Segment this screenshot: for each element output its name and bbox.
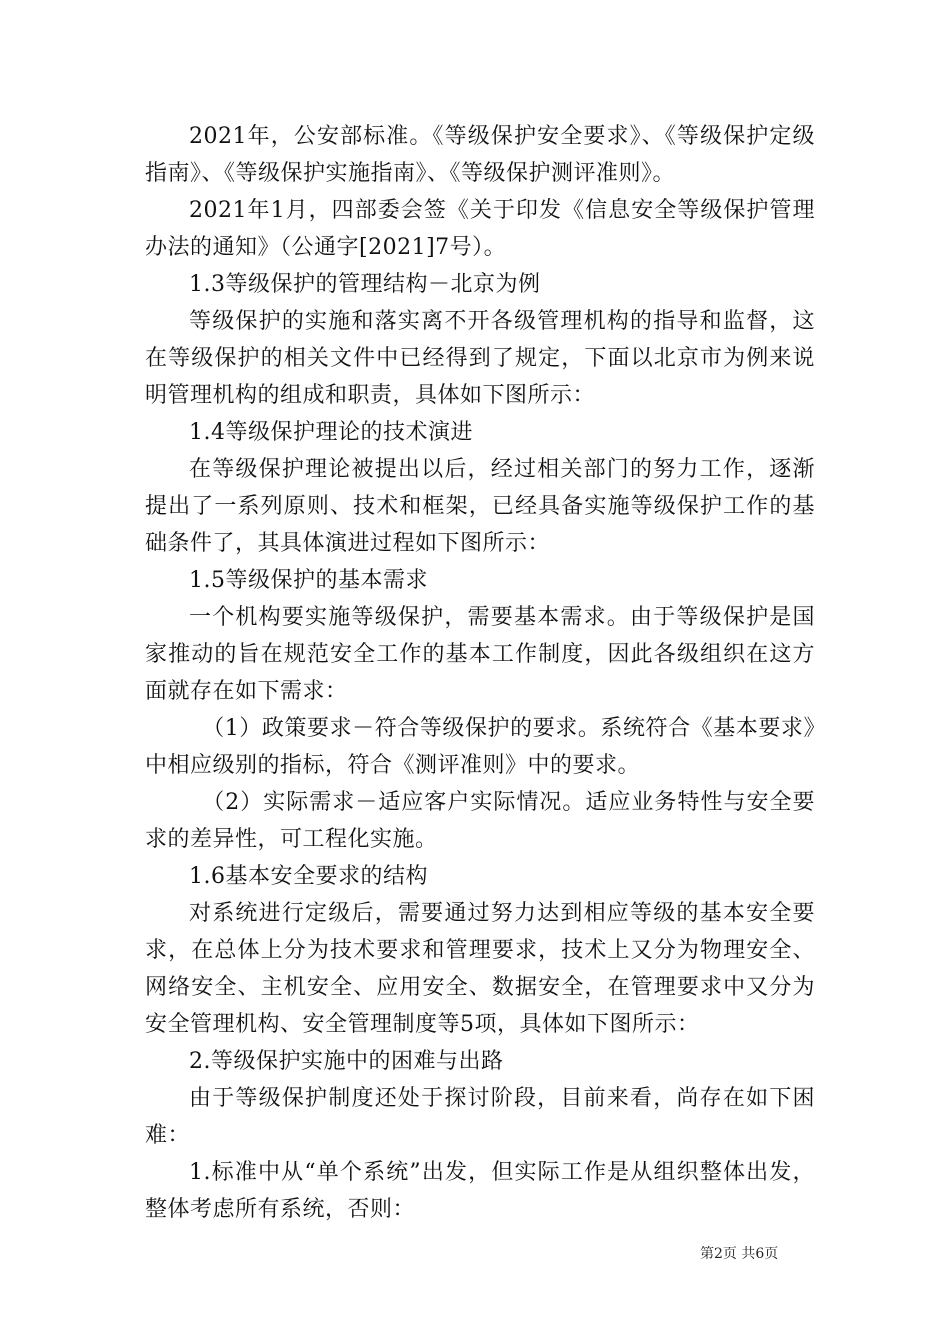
paragraph-difficulty-1: 1.标准中从“单个系统”出发，但实际工作是从组织整体出发，整体考虑所有系统，否则：: [145, 1160, 815, 1222]
paragraph-technical-evolution: 在等级保护理论被提出以后，经过相关部门的努力工作，逐渐提出了一系列原则、技术和框架，已经具备实施等级保护工作的基础条件了，其具体演进过程如下图所示：: [145, 457, 815, 556]
section-heading-1-3: 1.3等级保护的管理结构－北京为例: [189, 272, 541, 297]
paragraph-standards-2021: 2021年，公安部标准。《等级保护安全要求》、《等级保护定级指南》、《等级保护实施指南》、《等级保护测评准则》。: [145, 124, 815, 186]
section-heading-2: 2.等级保护实施中的困难与出路: [189, 1049, 504, 1074]
section-heading-1-4: 1.4等级保护理论的技术演进: [189, 420, 473, 445]
page-number-footer: 第2页 共6页: [700, 1246, 779, 1262]
list-item-policy-requirement: （1）政策要求－符合等级保护的要求。系统符合《基本要求》中相应级别的指标，符合《测评准则》中的要求。: [145, 716, 815, 778]
paragraph-security-requirements-structure: 对系统进行定级后，需要通过努力达到相应等级的基本安全要求，在总体上分为技术要求和管理要求，技术上又分为物理安全、网络安全、主机安全、应用安全、数据安全，在管理要求中又分为安全管理机构、安全管理制度等5项，具体如下图所示：: [145, 901, 815, 1037]
document-body: [145, 118, 815, 1228]
paragraph-basic-needs: 一个机构要实施等级保护，需要基本需求。由于等级保护是国家推动的旨在规范安全工作的基本工作制度，因此各级组织在这方面就存在如下需求：: [145, 605, 815, 704]
section-heading-1-6: 1.6基本安全要求的结构: [189, 864, 428, 889]
list-item-actual-requirement: （2）实际需求－适应客户实际情况。适应业务特性与安全要求的差异性，可工程化实施。: [145, 790, 815, 852]
section-heading-1-5: 1.5等级保护的基本需求: [189, 568, 428, 593]
paragraph-difficulties-intro: 由于等级保护制度还处于探讨阶段，目前来看，尚存在如下困难：: [145, 1086, 815, 1148]
paragraph-notice-2021: 2021年1月，四部委会签《关于印发《信息安全等级保护管理办法的通知》（公通字[2021]7号）。: [145, 198, 815, 260]
paragraph-management-structure: 等级保护的实施和落实离不开各级管理机构的指导和监督，这在等级保护的相关文件中已经得到了规定，下面以北京市为例来说明管理机构的组成和职责，具体如下图所示：: [145, 309, 815, 408]
